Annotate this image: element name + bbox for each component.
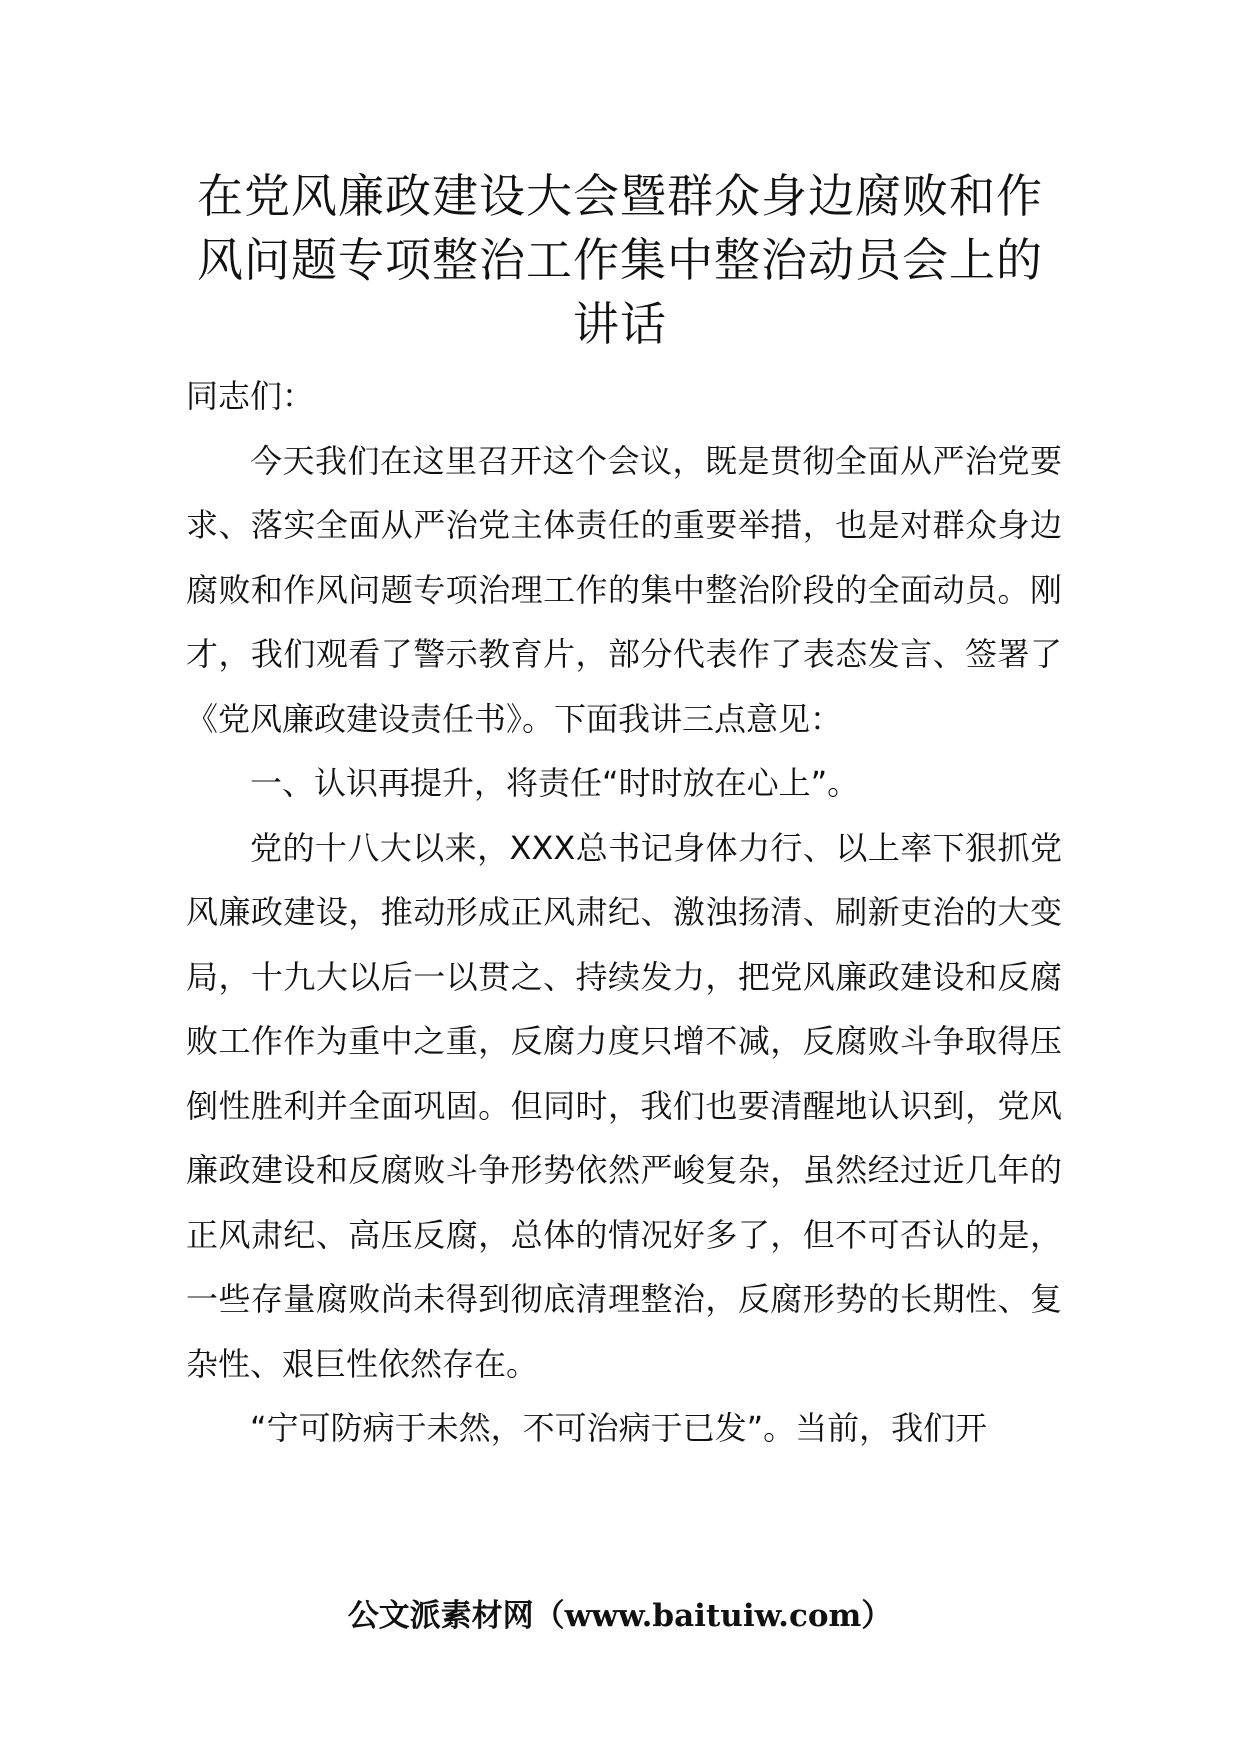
- salutation: 同志们：: [186, 377, 315, 415]
- footer-watermark: 公文派素材网（www.baituiw.com）: [347, 1598, 893, 1634]
- section-heading-1: 一、认识再提升，将责任“时时放在心上”。: [250, 764, 860, 802]
- document-body: [186, 364, 1062, 1461]
- paragraph-prevention: “宁可防病于未然，不可治病于已发”。当前，我们开: [250, 1409, 988, 1447]
- paragraph-situation: 党的十八大以来，XXX总书记身体力行、以上率下狠抓党风廉政建设，推动形成正风肃纪、激浊扬清、刷新吏治的大变局，十九大以后一以贯之、持续发力，把党风廉政建设和反腐败工作作为重中之重，反腐力度只增不减，反腐败斗争取得压倒性胜利并全面巩固。但同时，我们也要清醒地认识到，党风廉政建设和反腐败斗争形势依然严峻复杂，虽然经过近几年的正风肃纪、高压反腐，总体的情况好多了，但不可否认的是，一些存量腐败尚未得到彻底清理整治，反腐形势的长期性、复杂性、艰巨性依然存在。: [186, 828, 1062, 1383]
- paragraph-intro: 今天我们在这里召开这个会议，既是贯彻全面从严治党要求、落实全面从严治党主体责任的重要举措，也是对群众身边腐败和作风问题专项治理工作的集中整治阶段的全面动员。刚才，我们观看了警示教育片，部分代表作了表态发言、签署了《党风廉政建设责任书》。下面我讲三点意见：: [186, 441, 1062, 738]
- document-title: 在党风廉政建设大会暨群众身边腐败和作风问题专项整治工作集中整治动员会上的讲话: [197, 169, 1043, 351]
